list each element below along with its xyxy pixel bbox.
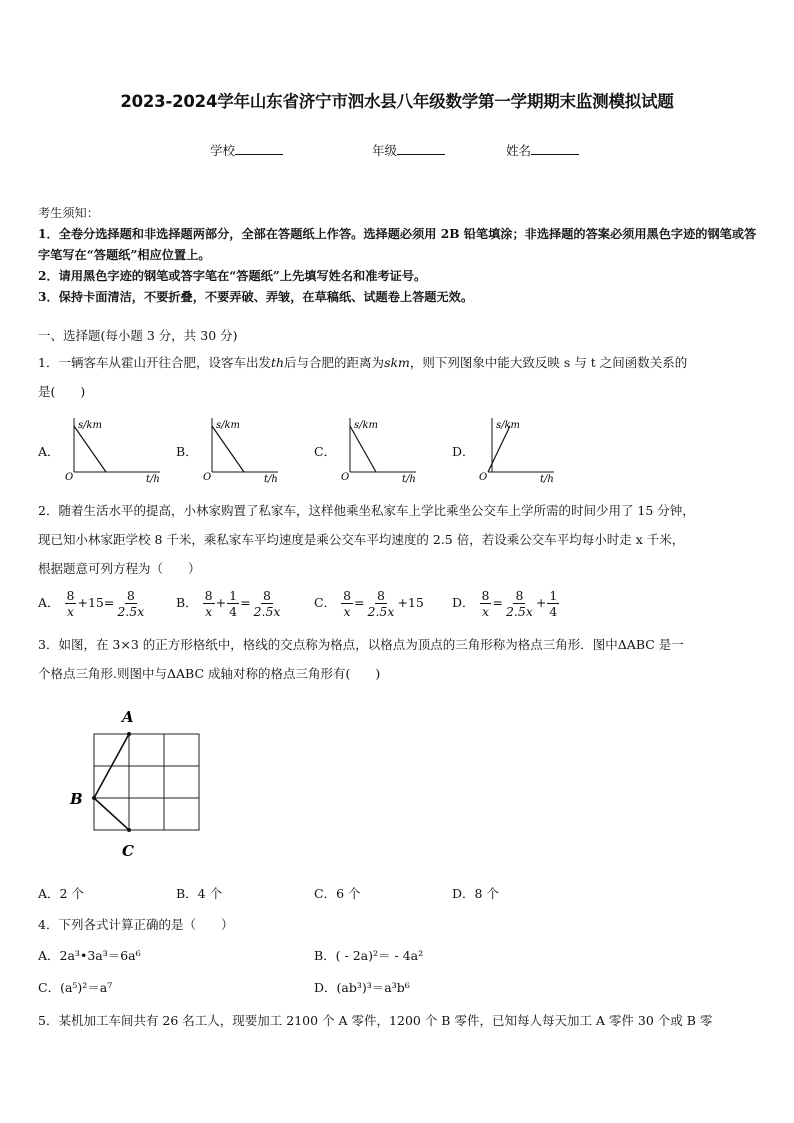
q1-text-b: 后与合肥的距离为 (284, 355, 385, 370)
q2-label-d: D． (452, 595, 475, 610)
graph-c (336, 414, 446, 484)
question-2-stem (38, 496, 760, 583)
fraction: $\frac{1}{4}$ (549, 588, 558, 619)
q4-option-b[interactable]: B．( - 2a)²＝ - 4a² (314, 948, 424, 963)
fraction: $\frac{8}{x}$ (481, 588, 490, 619)
school-blank[interactable] (235, 142, 283, 155)
q1-option-b[interactable] (176, 414, 286, 484)
q3-line-2: 个格点三角形.则图中与ΔABC 成轴对称的格点三角形有( ) (38, 666, 381, 681)
q1-var-t: th (270, 355, 285, 370)
name-field (506, 141, 579, 159)
q2-label-c: C． (314, 595, 337, 610)
question-1-stem (38, 348, 760, 406)
grade-label: 年级 (372, 143, 398, 158)
y-axis-label: s/km (78, 420, 103, 431)
q1-label-c: C． (314, 444, 337, 459)
q3-option-d[interactable]: D．8 个 (452, 886, 499, 901)
fraction: $\frac{8}{2.5x}$ (253, 588, 281, 619)
q4-option-c[interactable]: C．(a⁵)²＝a⁷ (38, 980, 113, 995)
section-heading: 一、选择题(每小题 3 分，共 30 分) (38, 328, 238, 343)
svg-text:t/h: t/h (264, 474, 278, 484)
q1-text-a: 1．一辆客车从霍山开往合肥，设客车出发 (38, 355, 271, 370)
fraction: $\frac{8}{x}$ (204, 588, 213, 619)
question-4-stem: 4．下列各式计算正确的是（ ） (38, 917, 234, 932)
q1-var-s: skm (384, 355, 410, 370)
grid-figure (60, 700, 210, 865)
q1-option-a[interactable] (38, 414, 160, 484)
q3-option-b[interactable]: B．4 个 (176, 886, 223, 901)
svg-text:t/h: t/h (402, 474, 416, 484)
svg-text:t/h: t/h (540, 474, 554, 484)
q2-line-3: 根据题意可列方程为（ ） (38, 561, 201, 576)
note-item: 2．请用黑色字迹的钢笔或答字笔在“答题纸”上先填写姓名和准考证号。 (38, 269, 427, 283)
question-3-stem (38, 630, 760, 688)
point-c-label: C (122, 842, 134, 860)
name-label: 姓名 (506, 143, 532, 158)
school-field (210, 141, 283, 159)
q2-label-a: A． (38, 595, 60, 610)
q1-text-c: ，则下列图象中能大致反映 s 与 t 之间函数关系的 (409, 355, 688, 370)
graph-b (198, 414, 308, 484)
q1-label-a: A． (38, 444, 60, 459)
note-item: 3．保持卡面清洁，不要折叠，不要弄破、弄皱，在草稿纸、试题卷上答题无效。 (38, 290, 474, 304)
exam-notes (38, 203, 758, 308)
fraction: $\frac{8}{x}$ (343, 588, 352, 619)
fraction: $\frac{8}{2.5x}$ (367, 588, 395, 619)
svg-text:O: O (479, 472, 488, 483)
graph-d (474, 414, 584, 484)
q1-option-d[interactable] (452, 414, 562, 484)
q2-label-b: B． (176, 595, 198, 610)
svg-text:s/km: s/km (354, 420, 379, 431)
q2-option-a[interactable]: A． $\frac{8}{x}$ +15= $\frac{8}{2.5x}$ (38, 588, 145, 619)
q2-option-d[interactable]: D． $\frac{8}{x}$ = $\frac{8}{2.5x}$ + $\frac{1}{4}$ (452, 588, 558, 619)
q4-option-d[interactable]: D．(ab³)³＝a³b⁶ (314, 980, 410, 995)
graph-a (60, 414, 170, 484)
q1-label-b: B． (176, 444, 198, 459)
q3-option-c[interactable]: C．6 个 (314, 886, 361, 901)
point-a-label: A (122, 708, 134, 726)
notes-heading: 考生须知： (38, 206, 99, 220)
q4-option-a[interactable]: A．2a³•3a³＝6a⁶ (38, 948, 141, 963)
question-5-stem: 5．某机加工车间共有 26 名工人，现要加工 2100 个 A 零件，1200 个 B 零件，已知每人每天加工 A 零件 30 个或 B 零 (38, 1013, 713, 1028)
svg-text:s/km: s/km (216, 420, 241, 431)
q2-option-c[interactable]: C． $\frac{8}{x}$ = $\frac{8}{2.5x}$ +15 (314, 588, 424, 619)
q2-option-b[interactable]: B． $\frac{8}{x}$ + $\frac{1}{4}$ = $\frac{8}{2.5x}$ (176, 588, 281, 619)
q3-option-a[interactable]: A．2 个 (38, 886, 84, 901)
grade-field (372, 141, 445, 159)
point-b-label: B (70, 790, 83, 808)
school-label: 学校 (210, 143, 236, 158)
note-item: 1．全卷分选择题和非选择题两部分，全部在答题纸上作答。选择题必须用 2B 铅笔填涂；非选择题的答案必须用黑色字迹的钢笔或答字笔写在“答题纸”相应位置上。 (38, 227, 757, 262)
fraction: $\frac{8}{x}$ (66, 588, 75, 619)
fraction: $\frac{1}{4}$ (229, 588, 238, 619)
svg-text:s/km: s/km (496, 420, 521, 431)
q1-text-d: 是( ) (38, 384, 86, 399)
q3-line-1: 3．如图，在 3×3 的正方形格纸中，格线的交点称为格点，以格点为顶点的三角形称为格点三角形．图中ΔABC 是一 (38, 637, 684, 652)
q2-line-1: 2．随着生活水平的提高，小林家购置了私家车，这样他乘坐私家车上学比乘坐公交车上学所需的时间少用了 15 分钟， (38, 503, 695, 518)
fraction: $\frac{8}{2.5x}$ (117, 588, 145, 619)
name-blank[interactable] (531, 142, 579, 155)
q2-line-2: 现已知小林家距学校 8 千米，乘私家车平均速度是乘公交车平均速度的 2.5 倍，若设乘公交车平均每小时走 x 千米， (38, 532, 685, 547)
x-axis-label: t/h (146, 474, 160, 484)
svg-text:O: O (341, 472, 350, 483)
svg-text:O: O (203, 472, 212, 483)
q1-label-d: D． (452, 444, 475, 459)
fraction: $\frac{8}{2.5x}$ (505, 588, 533, 619)
q1-option-c[interactable] (314, 414, 424, 484)
origin-label: O (65, 472, 74, 483)
grade-blank[interactable] (397, 142, 445, 155)
page-title: 2023-2024学年山东省济宁市泗水县八年级数学第一学期期末监测模拟试题 (120, 92, 674, 111)
